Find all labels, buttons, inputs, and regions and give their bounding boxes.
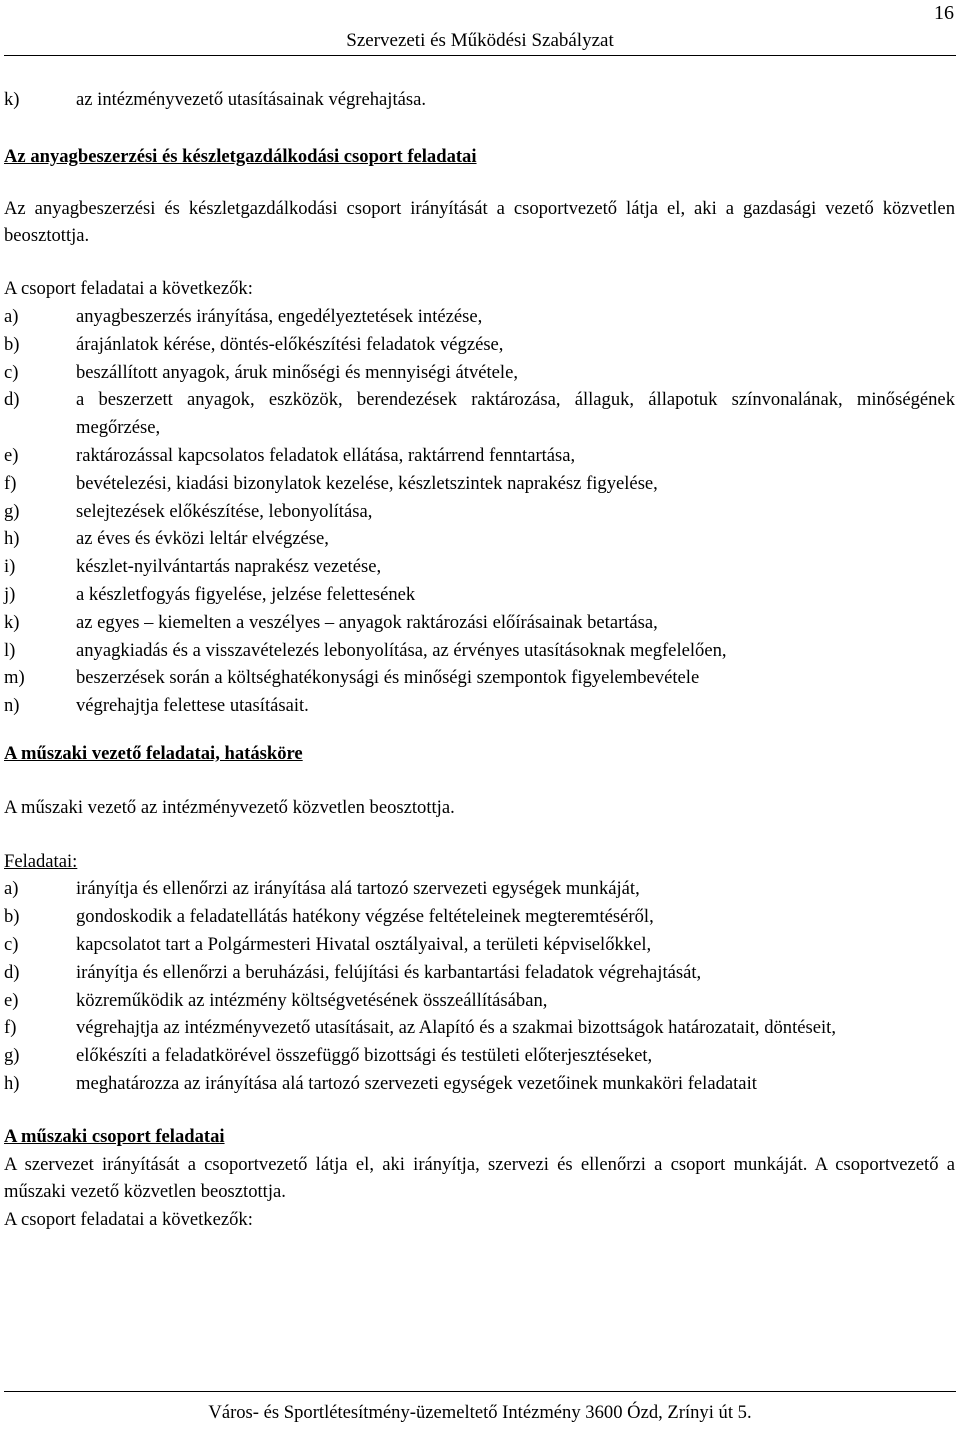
technical-manager-task-list — [4, 875, 955, 1097]
list-item-text: bevételezési, kiadási bizonylatok kezelése, készletszintek naprakész figyelése, — [76, 472, 658, 494]
list-item-text: gondoskodik a feladatellátás hatékony végzése feltételeinek megteremtéséről, — [76, 906, 654, 928]
list-item — [4, 875, 955, 903]
list-marker: d) — [4, 389, 20, 411]
list-item — [4, 1042, 955, 1070]
list-marker: b) — [4, 906, 20, 928]
list-item — [4, 1070, 955, 1098]
list-item — [4, 692, 955, 720]
list-marker: f) — [4, 472, 17, 494]
list-item-text: irányítja és ellenőrzi a beruházási, felújítási és karbantartási feladatok végrehajtását, — [76, 961, 702, 983]
technical-group-list-intro: A csoport feladatai a következők: — [4, 1209, 253, 1231]
procurement-intro: Az anyagbeszerzési és készletgazdálkodási csoport irányítását a csoportvezető látja el, aki a gazdasági vezető közvetlen beosztottja. — [4, 197, 955, 247]
list-item — [4, 359, 955, 387]
footer-divider — [4, 1391, 956, 1392]
list-item — [4, 931, 955, 959]
list-item — [4, 1014, 955, 1042]
list-item-text: az egyes – kiemelten a veszélyes – anyagok raktározási előírásainak betartása, — [76, 611, 658, 633]
list-marker: j) — [4, 583, 16, 605]
list-item — [4, 987, 955, 1015]
list-item-text: közreműködik az intézmény költségvetésének összeállításában, — [76, 989, 548, 1011]
list-item-text: végrehajtja felettese utasításait. — [76, 695, 309, 717]
list-item — [4, 498, 955, 526]
list-item-text: irányítja és ellenőrzi az irányítása alá tartozó szervezeti egységek munkáját, — [76, 878, 640, 900]
list-marker: a) — [4, 878, 19, 900]
list-marker: e) — [4, 444, 19, 466]
list-item — [4, 331, 955, 359]
list-item-text: a beszerzett anyagok, eszközök, berendezések raktározása, állaguk, állapotuk színvonalának, minőségének megőrzése, — [76, 389, 955, 439]
list-marker: f) — [4, 1017, 17, 1039]
list-marker: c) — [4, 933, 19, 955]
list-item-text: raktározással kapcsolatos feladatok ellátása, raktárrend fenntartása, — [76, 444, 576, 466]
list-item-text: az intézményvezető utasításainak végrehajtása. — [76, 89, 427, 110]
section-heading-technical-manager: A műszaki vezető feladatai, hatásköre — [4, 742, 303, 764]
list-item-text: kapcsolatot tart a Polgármesteri Hivatal osztályaival, a területi képviselőkkel, — [76, 933, 652, 955]
page-number: 16 — [934, 2, 954, 24]
list-item-text: anyagkiadás és a visszavételezés lebonyolítása, az érvényes utasításoknak megfelelően, — [76, 639, 727, 661]
technical-manager-list-intro: Feladatai: — [4, 850, 78, 872]
list-item-text: készlet-nyilvántartás naprakész vezetése, — [76, 556, 382, 578]
list-item — [4, 86, 955, 114]
footer-text: Város- és Sportlétesítmény-üzemeltető Intézmény 3600 Ózd, Zrínyi út 5. — [208, 1402, 752, 1423]
list-marker: n) — [4, 695, 20, 717]
header-divider — [4, 55, 956, 56]
list-marker: c) — [4, 361, 19, 383]
list-marker: g) — [4, 500, 20, 522]
list-item — [4, 470, 955, 498]
list-item-text: árajánlatok kérése, döntés-előkészítési feladatok végzése, — [76, 333, 504, 355]
list-item — [4, 959, 955, 987]
list-item — [4, 581, 955, 609]
list-marker: l) — [4, 639, 16, 661]
list-marker: h) — [4, 528, 20, 550]
list-item — [4, 637, 955, 665]
list-item — [4, 386, 955, 442]
list-marker: h) — [4, 1072, 20, 1094]
list-item — [4, 525, 955, 553]
list-item — [4, 664, 955, 692]
list-item-text: anyagbeszerzés irányítása, engedélyeztetések intézése, — [76, 305, 483, 327]
procurement-task-list — [4, 303, 955, 720]
procurement-list-intro: A csoport feladatai a következők: — [4, 278, 253, 300]
list-marker: e) — [4, 989, 19, 1011]
list-item-text: előkészíti a feladatkörével összefüggő bizottsági és testületi előterjesztéseket, — [76, 1045, 653, 1067]
list-item-text: selejtezések előkészítése, lebonyolítása, — [76, 500, 373, 522]
list-marker: m) — [4, 667, 25, 689]
header-title: Szervezeti és Működési Szabályzat — [346, 30, 614, 51]
section-heading-procurement: Az anyagbeszerzési és készletgazdálkodási csoport feladatai — [4, 145, 477, 167]
list-item-text: a készletfogyás figyelése, jelzése felettesének — [76, 583, 416, 605]
continued-list — [4, 86, 955, 114]
list-item — [4, 903, 955, 931]
list-item — [4, 442, 955, 470]
section-heading-technical-group: A műszaki csoport feladatai — [4, 1125, 225, 1147]
technical-group-intro: A szervezet irányítását a csoportvezető látja el, aki irányítja, szervezi és ellenőrzi a csoport munkáját. A csoportvezető a műszaki vezető közvetlen beosztottja. — [4, 1153, 955, 1203]
list-marker: a) — [4, 305, 19, 327]
list-marker: i) — [4, 556, 16, 578]
list-item — [4, 303, 955, 331]
list-item — [4, 609, 955, 637]
list-item-text: meghatározza az irányítása alá tartozó szervezeti egységek vezetőinek munkaköri feladatait — [76, 1072, 757, 1094]
list-item-text: végrehajtja az intézményvezető utasításait, az Alapító és a szakmai bizottságok határozatait, döntéseit, — [76, 1017, 836, 1039]
list-marker: d) — [4, 961, 20, 983]
technical-manager-intro: A műszaki vezető az intézményvezető közvetlen beosztottja. — [4, 796, 455, 818]
document-body — [4, 86, 955, 1234]
list-marker: b) — [4, 333, 20, 355]
list-item — [4, 553, 955, 581]
list-item-text: beszállított anyagok, áruk minőségi és mennyiségi átvétele, — [76, 361, 518, 383]
list-item-text: az éves és évközi leltár elvégzése, — [76, 528, 329, 550]
list-marker: k) — [4, 611, 20, 633]
list-marker: k) — [4, 89, 20, 110]
list-item-text: beszerzések során a költséghatékonysági és minőségi szempontok figyelembevétele — [76, 667, 700, 689]
list-marker: g) — [4, 1045, 20, 1067]
